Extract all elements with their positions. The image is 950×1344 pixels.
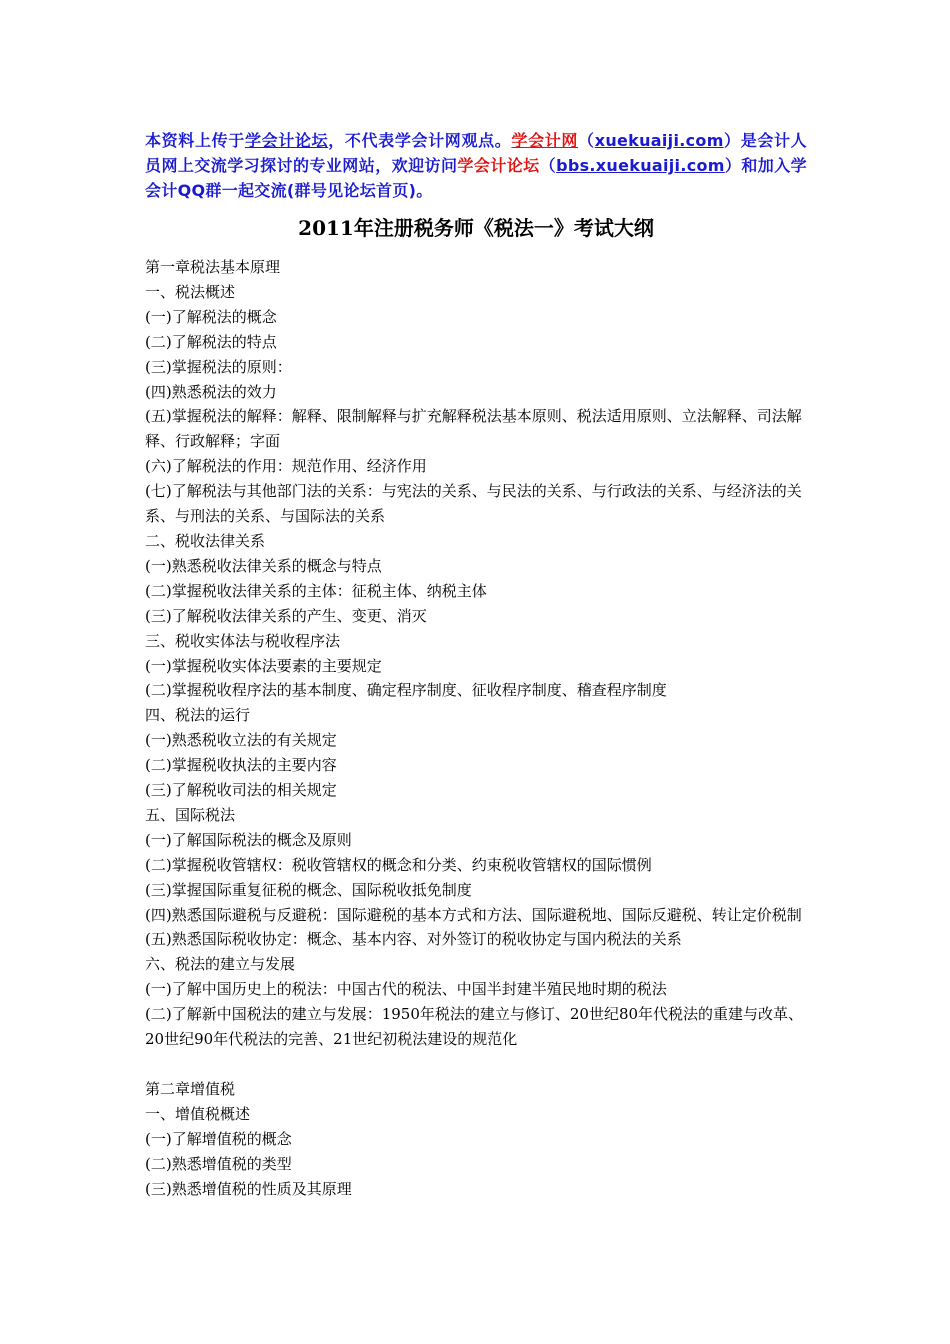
outline-line: (二)掌握税收执法的主要内容 bbox=[145, 756, 337, 775]
notice-text-2: ，不代表学会计网观点。 bbox=[328, 131, 512, 150]
document-title: 2011年注册税务师《税法一》考试大纲 bbox=[298, 216, 654, 240]
outline-line: 四、税法的运行 bbox=[145, 706, 251, 725]
outline-line: (五)熟悉国际税收协定：概念、基本内容、对外签订的税收协定与国内税法的关系 bbox=[145, 930, 682, 949]
forum-name-text: 学会计论坛 bbox=[457, 156, 540, 175]
outline-line: 一、增值税概述 bbox=[145, 1104, 251, 1123]
outline-line: (二)掌握税收法律关系的主体：征税主体、纳税主体 bbox=[145, 581, 487, 600]
outline-line: (四)熟悉国际避税与反避税：国际避税的基本方式和方法、国际避税地、国际反避税、转让定价税制 bbox=[145, 905, 802, 924]
outline-line: (一)了解中国历史上的税法：中国古代的税法、中国半封建半殖民地时期的税法 bbox=[145, 980, 667, 999]
outline-line: 一、税法概述 bbox=[145, 282, 236, 301]
outline-line: (六)了解税法的作用：规范作用、经济作用 bbox=[145, 457, 427, 476]
forum-url-link[interactable]: bbs.xuekuaiji.com bbox=[556, 156, 725, 175]
outline-line: 第二章增值税 bbox=[145, 1079, 236, 1098]
outline-line: (一)了解税法的概念 bbox=[145, 307, 277, 326]
notice-text-1: 本资料上传于 bbox=[145, 131, 245, 150]
outline-line: (二)掌握税收管辖权：税收管辖权的概念和分类、约束税收管辖权的国际惯例 bbox=[145, 855, 652, 874]
notice-text-5: （ bbox=[539, 156, 557, 175]
outline-line: (三)了解税收司法的相关规定 bbox=[145, 781, 337, 800]
outline-line: (四)熟悉税法的效力 bbox=[145, 382, 277, 401]
outline-line: (二)掌握税收程序法的基本制度、确定程序制度、征收程序制度、稽查程序制度 bbox=[145, 681, 667, 700]
upload-notice bbox=[145, 128, 807, 203]
outline-line: (五)掌握税法的解释：解释、限制解释与扩充解释税法基本原则、税法适用原则、立法解释、司法解释、行政解释；字面 bbox=[145, 407, 802, 451]
outline-line: (一)熟悉税收立法的有关规定 bbox=[145, 731, 337, 750]
outline-line: 六、税法的建立与发展 bbox=[145, 955, 296, 974]
outline-line: (二)熟悉增值税的类型 bbox=[145, 1154, 292, 1173]
notice-text-6: ）和加入学会计QQ群一起交流(群号见论坛首页)。 bbox=[145, 156, 807, 200]
forum-link[interactable]: 学会计论坛 bbox=[244, 131, 329, 150]
outline-line: (三)掌握国际重复征税的概念、国际税收抵免制度 bbox=[145, 880, 472, 899]
site-url-link[interactable]: xuekuaiji.com bbox=[594, 131, 724, 150]
site-link[interactable]: 学会计网 bbox=[511, 131, 579, 150]
outline-line: (三)熟悉增值税的性质及其原理 bbox=[145, 1179, 352, 1198]
outline-line: 二、税收法律关系 bbox=[145, 531, 266, 550]
outline-line: (一)了解国际税法的概念及原则 bbox=[145, 830, 352, 849]
outline-line: (二)了解税法的特点 bbox=[145, 332, 277, 351]
outline-line: (一)掌握税收实体法要素的主要规定 bbox=[145, 656, 382, 675]
outline-line: (一)了解增值税的概念 bbox=[145, 1129, 292, 1148]
blank-line bbox=[145, 1052, 807, 1077]
outline-line: (一)熟悉税收法律关系的概念与特点 bbox=[145, 556, 382, 575]
outline-line: 五、国际税法 bbox=[145, 805, 236, 824]
outline-line: 第一章税法基本原理 bbox=[145, 258, 281, 276]
document-page bbox=[145, 128, 807, 1201]
outline-line: 三、税收实体法与税收程序法 bbox=[145, 631, 341, 650]
outline-line: (二)了解新中国税法的建立与发展：1950年税法的建立与修订、20世纪80年代税法的重建与改革、20世纪90年代税法的完善、21世纪初税法建设的规范化 bbox=[145, 1005, 804, 1049]
outline-line: (七)了解税法与其他部门法的关系：与宪法的关系、与民法的关系、与行政法的关系、与经济法的关系、与刑法的关系、与国际法的关系 bbox=[145, 482, 802, 526]
outline-line: (三)掌握税法的原则： bbox=[145, 357, 292, 376]
notice-text-4: ）是会计人员网上交流学习探讨的专业网站，欢迎访问 bbox=[145, 131, 807, 175]
outline-line: (三)了解税收法律关系的产生、变更、消灭 bbox=[145, 606, 427, 625]
outline-body bbox=[145, 255, 807, 1201]
notice-text-3: （ bbox=[578, 131, 595, 150]
